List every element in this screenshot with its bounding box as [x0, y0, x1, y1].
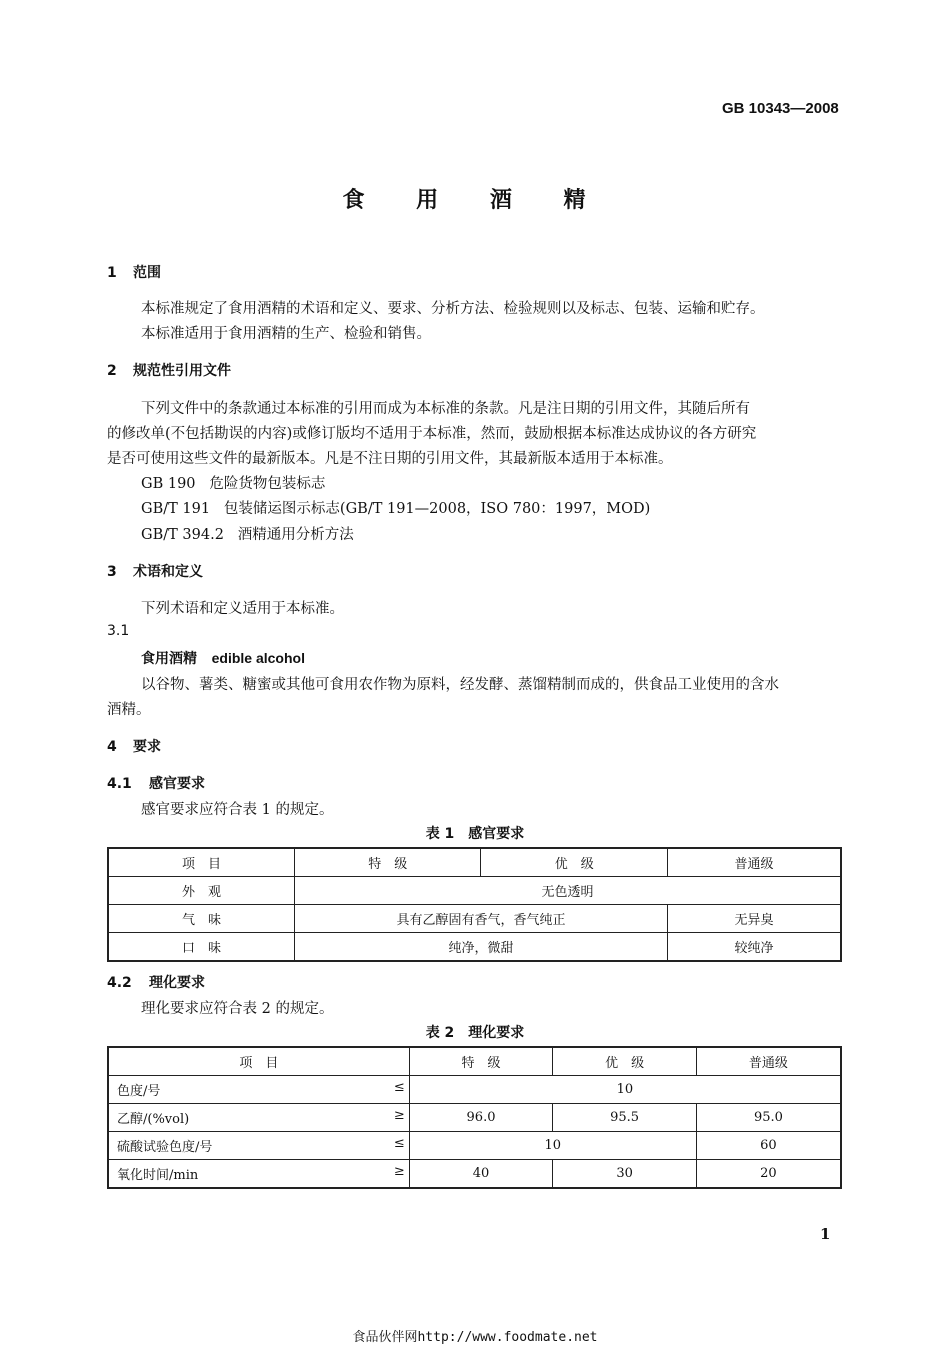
table-cell: 95.5 [553, 1104, 697, 1132]
row-label [108, 1132, 409, 1160]
paragraph: 的修改单(不包括勘误的内容)或修订版均不适用于本标准，然而，鼓励根据本标准达成协议的各方研究 [107, 426, 757, 442]
section-title: 术语和定义 [133, 564, 203, 580]
section-4-heading [107, 736, 161, 756]
table-cell: 无异臭 [667, 905, 841, 933]
standard-number: GB 10343—2008 [722, 100, 839, 117]
table-row [108, 1104, 841, 1132]
row-label [108, 1160, 409, 1189]
reference-code: GB/T 191 [141, 501, 211, 517]
section-1-heading [107, 262, 161, 282]
reference-item [141, 472, 325, 493]
table-cell: 20 [696, 1160, 841, 1189]
row-label-text: 氧化时间/min [117, 1168, 199, 1183]
comparison-symbol: ≤ [393, 1080, 405, 1095]
row-label-text: 色度/号 [117, 1084, 161, 1099]
paragraph: 下列文件中的条款通过本标准的引用而成为本标准的条款。凡是注日期的引用文件，其随后所有 [141, 401, 750, 417]
subsection-title: 理化要求 [149, 975, 205, 991]
row-label-text: 硫酸试验色度/号 [117, 1140, 213, 1155]
table-cell: 40 [409, 1160, 553, 1189]
term-english: edible alcohol [211, 650, 305, 666]
section-3-heading [107, 561, 203, 581]
section-number: 2 [107, 363, 117, 379]
reference-title: 包装储运图示标志(GB/T 191—2008，ISO 780：1997，MOD) [223, 501, 651, 517]
header-cell: 特 级 [295, 848, 481, 877]
table-cell: 10 [409, 1132, 696, 1160]
table-cell: 较纯净 [667, 933, 841, 962]
section-number: 1 [107, 265, 117, 281]
table-cell: 60 [696, 1132, 841, 1160]
paragraph: 本标准规定了食用酒精的术语和定义、要求、分析方法、检验规则以及标志、包装、运输和贮存。 [141, 301, 765, 317]
table-cell: 30 [553, 1160, 697, 1189]
table-cell: 96.0 [409, 1104, 553, 1132]
row-label [108, 1076, 409, 1104]
footer-watermark: 食品伙伴网http://www.foodmate.net [352, 1330, 598, 1345]
header-cell: 优 级 [481, 848, 667, 877]
page-title: 食 用 酒 精 [342, 188, 608, 213]
paragraph: 下列术语和定义适用于本标准。 [141, 601, 344, 617]
reference-code: GB/T 394.2 [141, 527, 224, 543]
section-title: 规范性引用文件 [133, 363, 231, 379]
subsection-4-2-heading [107, 972, 205, 992]
section-number: 3 [107, 564, 117, 580]
subsection-title: 感官要求 [149, 776, 205, 792]
row-label: 气 味 [108, 905, 295, 933]
row-label-text: 乙醇/(%vol) [117, 1112, 190, 1127]
table-header-row [108, 848, 841, 877]
table-cell: 95.0 [696, 1104, 841, 1132]
header-cell: 项 目 [108, 848, 295, 877]
table-header-row [108, 1047, 841, 1076]
table-row [108, 905, 841, 933]
reference-item [141, 497, 650, 518]
comparison-symbol: ≤ [393, 1136, 405, 1151]
section-title: 范围 [133, 265, 161, 281]
subsection-number: 4.2 [107, 975, 132, 991]
header-cell: 项 目 [108, 1047, 409, 1076]
paragraph: 感官要求应符合表 1 的规定。 [141, 802, 334, 818]
table-row [108, 1132, 841, 1160]
table-cell: 无色透明 [295, 877, 842, 905]
subsection-4-1-heading [107, 773, 205, 793]
header-cell: 普通级 [667, 848, 841, 877]
subsection-number: 4.1 [107, 776, 132, 792]
header-cell: 普通级 [696, 1047, 841, 1076]
section-number: 4 [107, 739, 117, 755]
paragraph: 本标准适用于食用酒精的生产、检验和销售。 [141, 326, 431, 342]
table-row [108, 1160, 841, 1189]
table-2-caption: 表 2 理化要求 [425, 1025, 525, 1041]
section-2-heading [107, 360, 231, 380]
section-title: 要求 [133, 739, 161, 755]
paragraph: 理化要求应符合表 2 的规定。 [141, 1001, 334, 1017]
table-cell: 10 [409, 1076, 841, 1104]
table-1-caption: 表 1 感官要求 [425, 826, 525, 842]
reference-item [141, 523, 354, 544]
comparison-symbol: ≥ [393, 1164, 405, 1179]
paragraph: 是否可使用这些文件的最新版本。凡是不注日期的引用文件，其最新版本适用于本标准。 [107, 451, 673, 467]
table-row [108, 933, 841, 962]
table-row [108, 877, 841, 905]
row-label: 外 观 [108, 877, 295, 905]
physicochemical-requirements-table [107, 1046, 842, 1189]
reference-title: 酒精通用分析方法 [237, 527, 354, 543]
reference-code: GB 190 [141, 476, 196, 492]
row-label: 口 味 [108, 933, 295, 962]
sensory-requirements-table [107, 847, 842, 962]
header-cell: 优 级 [553, 1047, 697, 1076]
comparison-symbol: ≥ [393, 1108, 405, 1123]
subsection-number: 3.1 [107, 623, 130, 639]
page-number: 1 [820, 1225, 831, 1243]
paragraph: 酒精。 [107, 702, 151, 718]
table-row [108, 1076, 841, 1104]
term-chinese: 食用酒精 [141, 651, 197, 667]
row-label [108, 1104, 409, 1132]
reference-title: 危险货物包装标志 [209, 476, 326, 492]
term-entry [141, 648, 305, 668]
header-cell: 特 级 [409, 1047, 553, 1076]
table-cell: 纯净，微甜 [295, 933, 668, 962]
paragraph: 以谷物、薯类、糖蜜或其他可食用农作物为原料，经发酵、蒸馏精制而成的，供食品工业使用的含水 [141, 677, 779, 693]
table-cell: 具有乙醇固有香气，香气纯正 [295, 905, 668, 933]
